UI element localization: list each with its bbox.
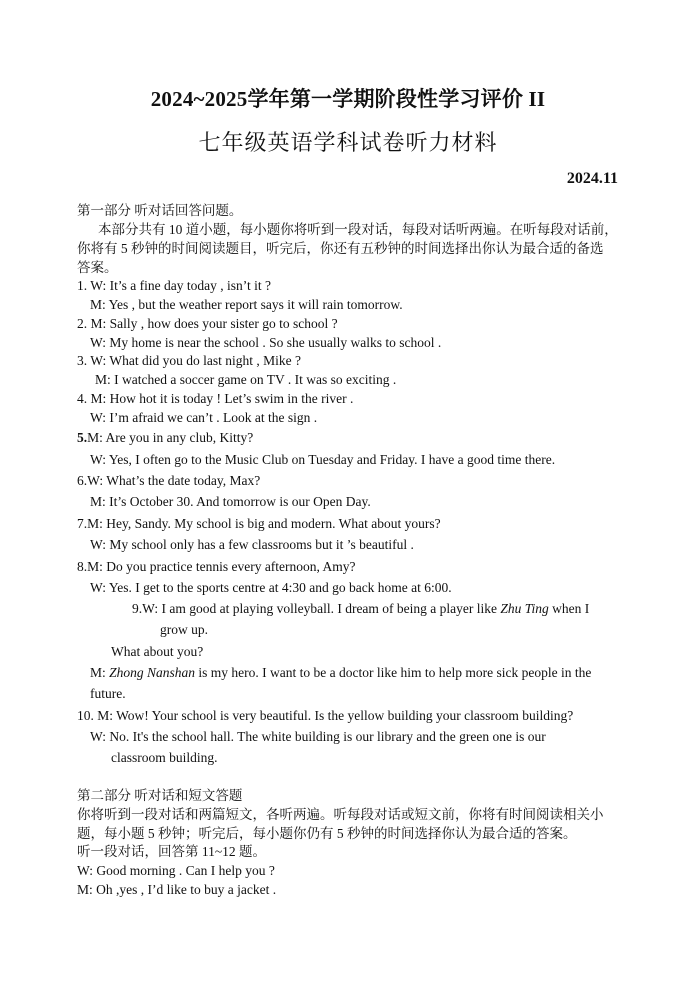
q1-line-a: 1. W: It’s a fine day today , isn’t it ? [77,278,271,293]
q9-name-zhong: Zhong Nanshan [109,665,196,680]
part2-heading: 第二部分 听对话和短文答题 [77,788,243,803]
q8-line-a: 8.M: Do you practice tennis every afternoon, Amy? [77,559,356,574]
q1-line-b: M: Yes , but the weather report says it will rain tomorrow. [90,297,403,312]
q10-line-a: 10. M: Wow! Your school is very beautiful. Is the yellow building your classroom building? [77,708,574,723]
q9-text-pre: 9.W: I am good at playing volleyball. I dream of being a player like [132,601,501,616]
part2-sub-instruction: 听一段对话，回答第 11~12 题。 [77,844,267,859]
q5-number: 5. [77,430,88,445]
q9-line-c [90,664,591,682]
part2-instruction-1: 你将听到一段对话和两篇短文，各听两遍。听每段对话或短文前，你将有时间阅读相关小 [77,807,604,822]
q5-text: M: Are you in any club, Kitty? [87,430,254,445]
q3-line-a: 3. W: What did you do last night , Mike ? [77,353,301,368]
q7-line-a: 7.M: Hey, Sandy. My school is big and modern. What about yours? [77,516,441,531]
q4-line-a: 4. M: How hot it is today ! Let’s swim in the river . [77,391,354,406]
part1-heading: 第一部分 听对话回答问题。 [77,203,243,218]
part1-instruction-3: 答案。 [77,260,118,275]
q9-text-post: when I [548,601,590,616]
q9c-post: is my hero. I want to be a doctor like him to help more sick people in the [195,665,592,680]
q9-name-zhu: Zhu Ting [500,601,549,616]
part2-line-1: W: Good morning . Can I help you ? [77,863,275,878]
q3-line-b: M: I watched a soccer game on TV . It was so exciting . [95,372,397,387]
q2-line-b: W: My home is near the school . So she usually walks to school . [90,335,442,350]
exam-date: 2024.11 [566,170,618,187]
q2-line-a: 2. M: Sally , how does your sister go to school ? [77,316,338,331]
q9-line-b: What about you? [111,644,204,659]
q10-line-b2: classroom building. [111,750,218,765]
exam-title: 2024~2025学年第一学期阶段性学习评价 II [150,87,546,111]
q5-line-b: W: Yes, I often go to the Music Club on Tuesday and Friday. I have a good time there. [90,452,556,467]
part1-instruction-1: 本部分共有 10 道小题，每小题你将听到一段对话，每段对话听两遍。在听每段对话前， [98,222,618,237]
q10-line-b: W: No. It's the school hall. The white building is our library and the green one is our [90,729,546,744]
q9-line-a [132,600,589,618]
q6-line-a: 6.W: What’s the date today, Max? [77,473,261,488]
q8-line-b: W: Yes. I get to the sports centre at 4:30 and go back home at 6:00. [90,580,452,595]
q9-line-c2: future. [90,686,126,701]
q9c-pre: M: [90,665,110,680]
part2-instruction-2: 题，每小题 5 秒钟；听完后，每小题你仍有 5 秒钟的时间选择你认为最合适的答案。 [77,826,577,841]
q6-line-b: M: It’s October 30. And tomorrow is our Open Day. [90,494,371,509]
q9-line-a2: grow up. [160,622,208,637]
part1-instruction-2: 你将有 5 秒钟的时间阅读题目，听完后，你还有五秒钟的时间选择出你认为最合适的备选 [77,241,604,256]
exam-subtitle: 七年级英语学科试卷听力材料 [198,130,498,155]
q7-line-b: W: My school only has a few classrooms but it ’s beautiful . [90,537,414,552]
q5-line-a [77,429,253,447]
part2-line-2: M: Oh ,yes , I’d like to buy a jacket . [77,882,277,897]
q4-line-b: W: I’m afraid we can’t . Look at the sign . [90,410,318,425]
